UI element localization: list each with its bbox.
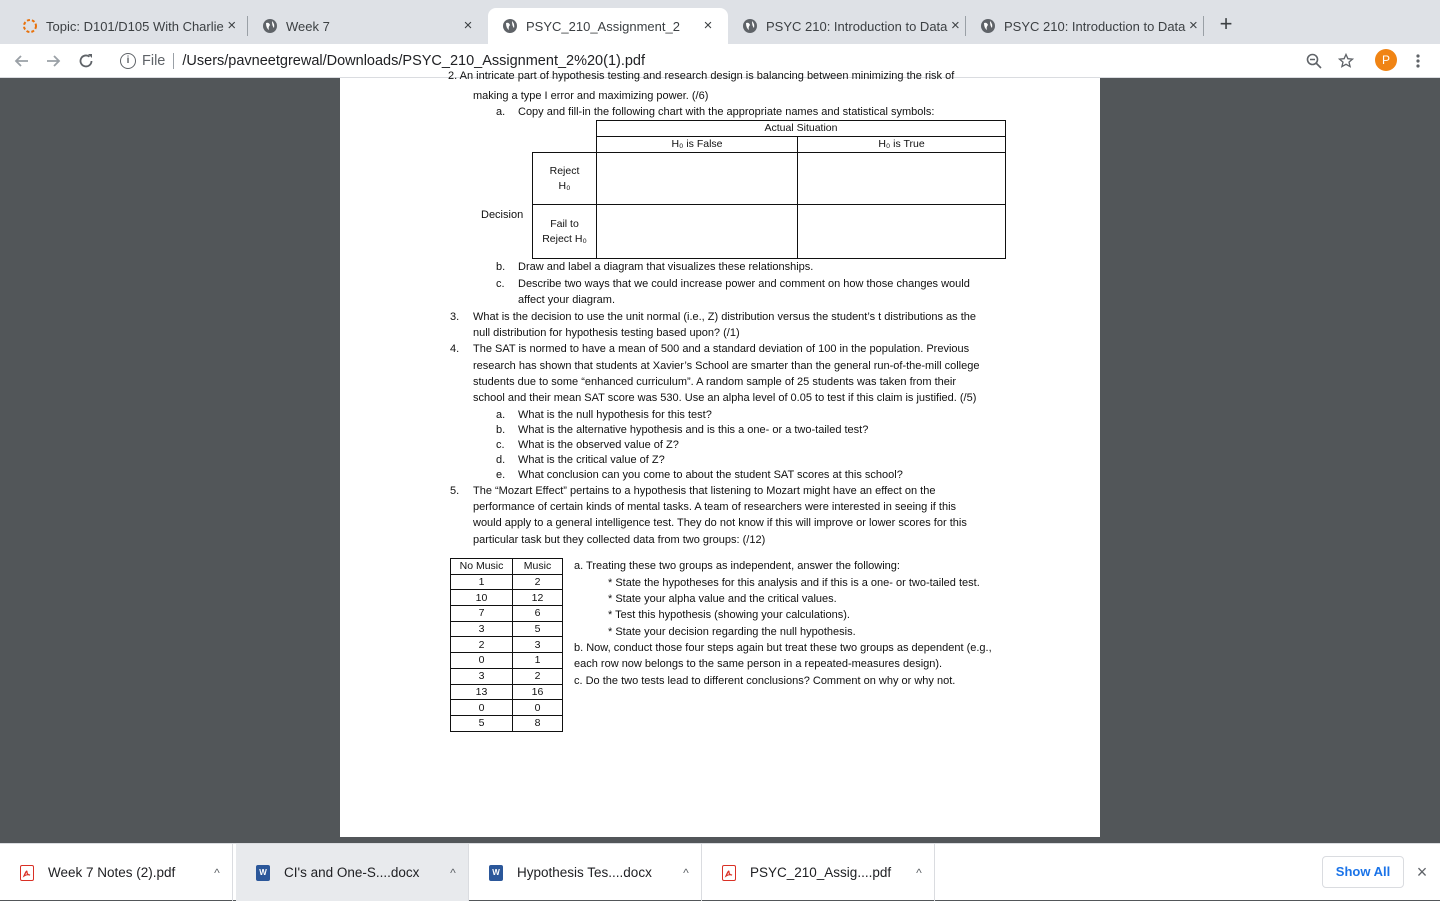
q4c-marker: c. — [496, 439, 505, 451]
q4e-marker: e. — [496, 469, 506, 481]
q2a-marker: a. — [496, 106, 506, 118]
q4-text-4: school and their mean SAT score was 530. Use an alpha level of 0.05 to test if this claim is justified. (/5) — [473, 392, 977, 404]
back-arrow-icon[interactable] — [8, 48, 34, 74]
download-item-week7-notes[interactable] — [0, 844, 233, 901]
chart-cell-reject-false — [596, 152, 798, 205]
table-row — [451, 684, 563, 700]
q4d-marker: d. — [496, 454, 506, 466]
q4-text-3: students due to some “enhanced curriculum”. A random sample of 25 students was taken from their — [473, 376, 957, 388]
word-file-icon: W — [489, 865, 503, 881]
chart-cell-fail-false — [596, 204, 798, 259]
info-icon[interactable]: i — [120, 53, 136, 69]
close-icon[interactable]: × — [1416, 862, 1428, 882]
q2a-text: Copy and fill-in the following chart with the appropriate names and statistical symbols: — [518, 106, 935, 118]
chart-cell-reject-true — [797, 152, 1006, 205]
table-cell: 13 — [451, 684, 513, 700]
tab-title: PSYC_210_Assignment_2 — [526, 18, 680, 34]
menu-kebab-icon[interactable] — [1407, 50, 1429, 72]
tab-week-7[interactable] — [248, 8, 488, 44]
tab-title: Topic: D101/D105 With Charlie — [46, 18, 224, 34]
table-cell: 16 — [513, 684, 563, 700]
q2-intro-line: 2. An intricate part of hypothesis testing and research design is balancing between minimizing the risk of — [448, 70, 955, 82]
q4e-text: What conclusion can you come to about the student SAT scores at this school? — [518, 469, 903, 481]
table-cell: 2 — [513, 574, 563, 590]
chevron-up-icon[interactable]: ^ — [916, 865, 922, 880]
globe-icon — [742, 18, 758, 34]
pdf-file-icon — [722, 865, 736, 881]
download-item-hypothesis-tes[interactable] — [469, 844, 702, 901]
q4-text-2: research has shown that students at Xavier’s School are smarter than the general run-of-the-mill college — [473, 360, 980, 372]
q3-text-2: null distribution for hypothesis testing based upon? (/1) — [473, 327, 740, 339]
q3-marker: 3. — [450, 311, 460, 323]
fail-to-reject-row-label: Fail to Reject H₀ — [532, 204, 597, 259]
chevron-up-icon[interactable]: ^ — [450, 865, 456, 880]
q2-intro-line-2: making a type I error and maximizing power. (/6) — [473, 90, 709, 102]
table-cell: 5 — [451, 715, 513, 731]
tab-title: Week 7 — [286, 18, 330, 34]
url-text: /Users/pavneetgrewal/Downloads/PSYC_210_Assignment_2%20(1).pdf — [182, 53, 646, 69]
pdf-page — [340, 70, 1100, 837]
tab-close-icon[interactable]: × — [951, 17, 960, 34]
tab-title: PSYC 210: Introduction to Data — [766, 18, 948, 34]
url-scheme: File — [142, 53, 166, 69]
table-cell: 7 — [451, 606, 513, 622]
show-all-button[interactable]: Show All — [1322, 856, 1404, 888]
tab-topic-d101[interactable] — [8, 8, 248, 44]
reload-icon[interactable] — [73, 48, 99, 74]
download-filename: CI's and One-S....docx — [284, 865, 420, 880]
table-row — [451, 590, 563, 606]
q4c-text: What is the observed value of Z? — [518, 439, 679, 451]
new-tab-button[interactable]: + — [1219, 11, 1233, 36]
tab-close-icon[interactable]: × — [463, 17, 473, 34]
table-cell: 1 — [451, 574, 513, 590]
h0-false-header: H₀ is False — [596, 136, 798, 153]
pdf-file-icon — [20, 865, 34, 881]
q5b-text-1: b. Now, conduct those four steps again but treat these two groups as dependent (e.g., — [574, 642, 992, 654]
reject-h0-row-label: Reject H₀ — [532, 152, 597, 205]
q4-text-1: The SAT is normed to have a mean of 500 and a standard deviation of 100 in the population. Previous — [473, 343, 970, 355]
table-cell: 5 — [513, 621, 563, 637]
table-row — [451, 668, 563, 684]
table-cell: 0 — [451, 653, 513, 669]
q4-marker: 4. — [450, 343, 460, 355]
q4a-text: What is the null hypothesis for this test? — [518, 409, 712, 421]
decision-label: Decision — [481, 209, 524, 221]
table-cell: 0 — [451, 700, 513, 716]
q2c-text-2: affect your diagram. — [518, 294, 616, 306]
q5a-bullet-2: * State your alpha value and the critical values. — [608, 593, 837, 605]
q2b-marker: b. — [496, 261, 506, 273]
q5a-bullet-1: * State the hypotheses for this analysis and if this is a one- or two-tailed test. — [608, 577, 980, 589]
chevron-up-icon[interactable]: ^ — [683, 865, 689, 880]
q4b-marker: b. — [496, 424, 506, 436]
table-row — [451, 606, 563, 622]
q5a-bullet-4: * State your decision regarding the null hypothesis. — [608, 626, 856, 638]
tab-psyc210-intro-1[interactable] — [728, 8, 964, 44]
tab-close-icon[interactable]: × — [703, 17, 713, 34]
q5-text-3: would apply to a general intelligence test. They do not know if this will improve or lower scores for this — [473, 517, 967, 529]
q5-text-1: The “Mozart Effect” pertains to a hypothesis that listening to Mozart might have an effect on the — [473, 485, 936, 497]
zoom-icon[interactable] — [1303, 50, 1325, 72]
q5-marker: 5. — [450, 485, 460, 497]
tab-close-icon[interactable]: × — [227, 17, 237, 34]
column-header: Music — [513, 559, 563, 575]
globe-icon — [980, 18, 996, 34]
table-cell: 8 — [513, 715, 563, 731]
q5a-bullet-3: * Test this hypothesis (showing your calculations). — [608, 609, 850, 621]
q4b-text: What is the alternative hypothesis and is this a one- or a two-tailed test? — [518, 424, 869, 436]
loading-spinner-icon — [22, 18, 38, 34]
forward-arrow-icon[interactable] — [41, 48, 67, 74]
h0-true-header: H₀ is True — [797, 136, 1006, 153]
table-cell: 2 — [451, 637, 513, 653]
q2c-text-1: Describe two ways that we could increase power and comment on how those changes would — [518, 278, 970, 290]
q5-text-4: particular task but they collected data from two groups: (/12) — [473, 534, 766, 546]
q2b-text: Draw and label a diagram that visualizes these relationships. — [518, 261, 814, 273]
table-cell: 10 — [451, 590, 513, 606]
bookmark-star-icon[interactable] — [1335, 50, 1357, 72]
tab-strip — [0, 0, 1440, 44]
table-row — [451, 574, 563, 590]
globe-icon — [502, 18, 518, 34]
column-header: No Music — [451, 559, 513, 575]
chevron-up-icon[interactable]: ^ — [214, 865, 220, 880]
download-filename: PSYC_210_Assig....pdf — [750, 865, 892, 880]
table-cell: 0 — [513, 700, 563, 716]
q4a-marker: a. — [496, 409, 506, 421]
download-item-psyc210-assig[interactable] — [702, 844, 935, 901]
q5-text-2: performance of certain kinds of mental tasks. A team of researchers were interested in seeing if this — [473, 501, 957, 513]
download-filename: Hypothesis Tes....docx — [517, 865, 652, 880]
chart-cell-fail-true — [797, 204, 1006, 259]
word-file-icon: W — [256, 865, 270, 881]
tab-title: PSYC 210: Introduction to Data — [1004, 18, 1186, 34]
profile-avatar[interactable]: P — [1375, 49, 1397, 71]
download-bar — [0, 843, 1440, 900]
table-row — [451, 715, 563, 731]
table-cell: 12 — [513, 590, 563, 606]
table-header-row — [451, 559, 563, 575]
url-divider — [173, 53, 174, 69]
tab-close-icon[interactable]: × — [1189, 17, 1198, 34]
actual-situation-header: Actual Situation — [596, 120, 1006, 137]
table-cell: 1 — [513, 653, 563, 669]
q4d-text: What is the critical value of Z? — [518, 454, 665, 466]
globe-icon — [262, 18, 278, 34]
table-cell: 3 — [451, 668, 513, 684]
q5b-text-2: each row now belongs to the same person in a repeated-measures design). — [574, 658, 943, 670]
table-row — [451, 653, 563, 669]
table-row — [451, 700, 563, 716]
table-row — [451, 621, 563, 637]
download-filename: Week 7 Notes (2).pdf — [48, 865, 176, 880]
tab-psyc210-assignment-2[interactable] — [488, 8, 728, 44]
table-cell: 2 — [513, 668, 563, 684]
q2c-marker: c. — [496, 278, 505, 290]
q5c-text: c. Do the two tests lead to different conclusions? Comment on why or why not. — [574, 675, 956, 687]
tab-psyc210-intro-2[interactable] — [966, 8, 1202, 44]
q3-text-1: What is the decision to use the unit normal (i.e., Z) distribution versus the student’s t distributions as the — [473, 311, 976, 323]
table-row — [451, 637, 563, 653]
table-cell: 3 — [451, 621, 513, 637]
table-cell: 6 — [513, 606, 563, 622]
q5a-text: a. Treating these two groups as independent, answer the following: — [574, 560, 900, 572]
download-item-cis-one-s[interactable] — [236, 844, 469, 901]
table-cell: 3 — [513, 637, 563, 653]
tab-separator — [1203, 16, 1204, 36]
mozart-data-table — [450, 558, 563, 732]
